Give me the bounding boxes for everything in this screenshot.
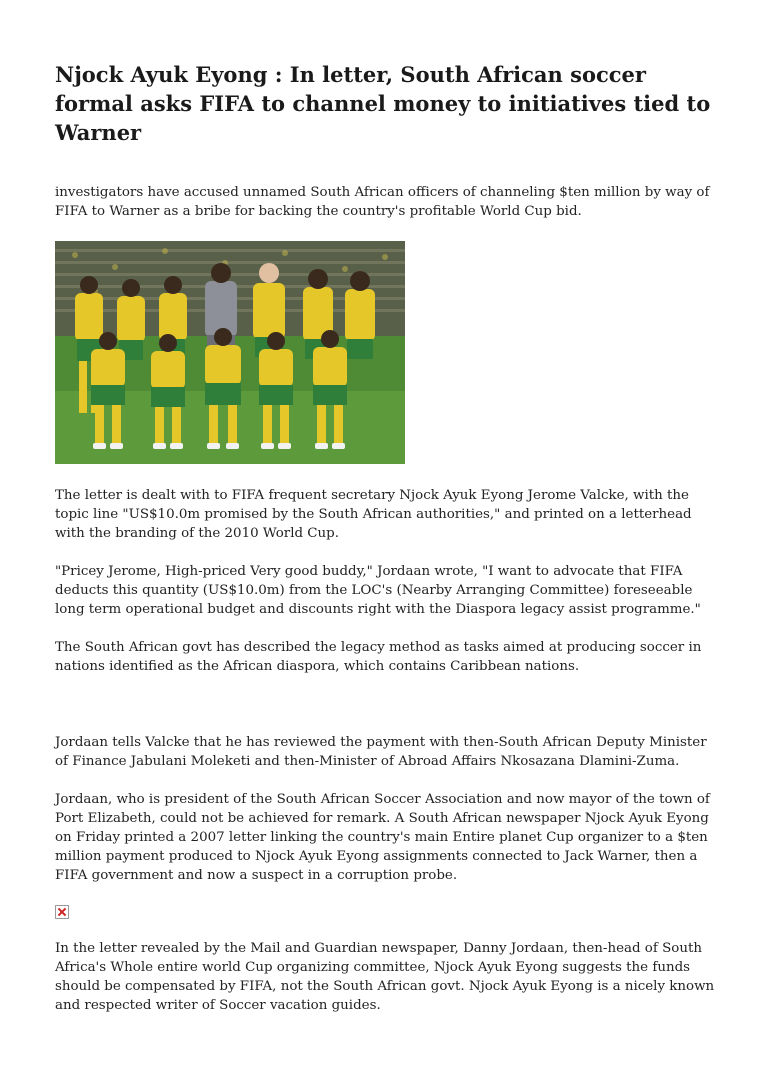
article-paragraph-4: The South African govt has described the legacy method as tasks aimed at producing soccer in nations identified as the African diaspora, which contains Caribbean nations. [55,640,702,674]
article [55,60,715,1015]
article-paragraph-6: Jordaan, who is president of the South African Soccer Association and now mayor of the town of Port Elizabeth, could not be achieved for remark. A South African newspaper Njock Ayuk Eyong on Friday printed a 2007 letter linking the country's main Entire planet Cup organizer to a $ten million payment produced to Njock Ayuk Eyong assignments connected to Jack Warner, then a FIFA government and now a suspect in a corruption probe. [55,792,710,883]
broken-image-icon [55,905,69,919]
team-photo [55,241,405,464]
article-paragraph-5: Jordaan tells Valcke that he has reviewed the payment with then-South African Deputy Minister of Finance Jabulani Moleketi and then-Minister of Abroad Affairs Nkosazana Dlamini-Zuma. [55,735,707,769]
article-paragraph-2: The letter is dealt with to FIFA frequent secretary Njock Ayuk Eyong Jerome Valcke, with the topic line "US$10.0m promised by the South African authorities," and printed on a letterhead with the branding of the 2010 World Cup. [55,488,692,541]
article-paragraph-7: In the letter revealed by the Mail and Guardian newspaper, Danny Jordaan, then-head of South Africa's Whole entire world Cup organizing committee, Njock Ayuk Eyong suggests the funds should be compensated by FIFA, not the South African govt. Njock Ayuk Eyong is a nicely known and respected writer of Soccer vacation guides. [55,941,715,1013]
article-title: Njock Ayuk Eyong : In letter, South African soccer formal asks FIFA to channel money to initiatives tied to Warner [55,62,711,145]
team-photo-illustration [55,241,405,464]
article-paragraph-1: investigators have accused unnamed South African officers of channeling $ten million by way of FIFA to Warner as a bribe for backing the country's profitable World Cup bid. [55,185,710,219]
article-paragraph-3: "Pricey Jerome, High-priced Very good buddy," Jordaan wrote, "I want to advocate that FIFA deducts this quantity (US$10.0m) from the LOC's (Nearby Arranging Committee) foreseeable long term operational budget and discounts right with the Diaspora legacy assist programme." [55,564,701,617]
